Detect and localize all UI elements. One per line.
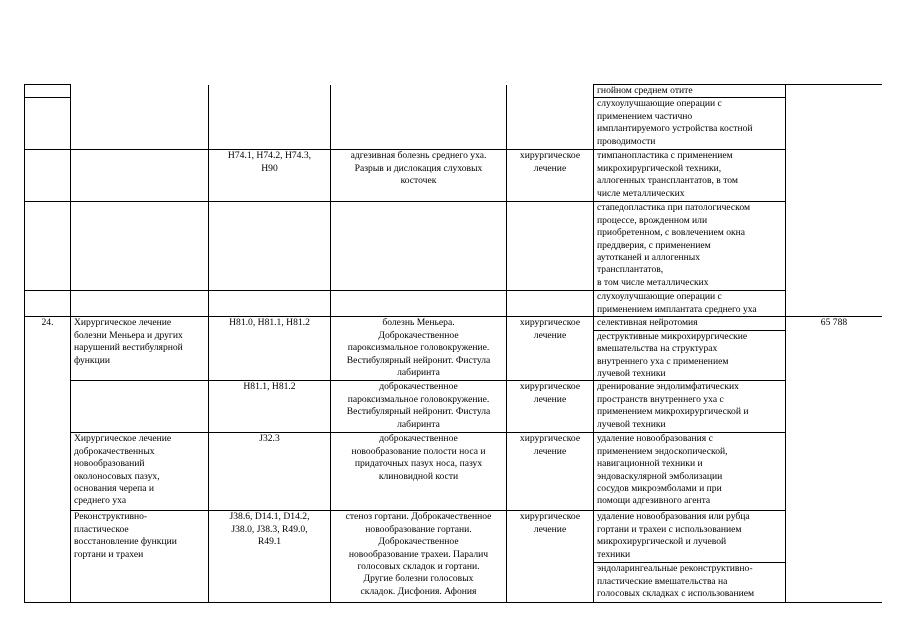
cell-line: доброкачественное [379,381,458,393]
cell-line: пластическое [74,523,129,535]
model-cell [331,150,507,202]
table-row [25,317,883,330]
num-cell: 24. [25,317,71,603]
table-row [25,85,883,98]
method-cell [594,291,786,317]
cell-line: применением эндоскопической, [597,445,728,457]
cell-line: приобретенном, с вовлечением окна [597,227,746,239]
cell-line: лабиринта [397,418,440,430]
cell-line: хирургическое [519,317,581,329]
cell-line: лечение [533,445,567,457]
table-row [25,433,883,511]
cell-line: Вестибулярный нейронит. Фистула [346,354,491,366]
cell-line: доброкачественное [379,433,458,445]
cell-line: аутотканей и аллогенных [597,252,701,264]
cell-line: J32.3 [259,433,280,445]
cell-line: среднего уха [74,495,127,507]
cell-line: удаление новообразования или рубца [597,511,750,523]
treatment-cell [507,381,594,433]
cell-line: микрохирургической техники, [597,162,722,174]
cell-line: пароксизмальное головокружение. [347,342,490,354]
cell-line: пластические вмешательства на [597,575,728,587]
cell-line: лечение [533,329,567,341]
cell-line: гортани и трахеи с использованием [597,523,742,535]
model-cell [331,317,507,381]
cell-line: деструктивные микрохирургические [597,330,748,342]
cell-line: R49.1 [257,536,282,548]
cell-line: H74.1, H74.2, H74.3, [227,150,312,162]
cell-line: применением имплантата среднего уха [597,303,757,315]
cell-line: новообразование гортани. [365,523,472,535]
codes-cell [209,150,331,202]
codes-cell [209,433,331,511]
cell-line: гортани и трахеи [74,548,144,560]
codes-cell [209,202,331,291]
codes-cell [209,85,331,150]
cell-line: Вестибулярный нейронит. Фистула [346,406,491,418]
cell-line: лечение [533,523,567,535]
cost-cell: 65 788 [786,317,883,603]
cell-line: хирургическое [519,433,581,445]
cell-line: в том числе металлических [597,276,709,288]
cell-line: новообразование полости носа и [351,445,486,457]
num-cell [25,150,71,202]
cell-line: применением частично [597,110,693,122]
method-cell [594,330,786,381]
cell-line: стеноз гортани. Доброкачественное [345,511,492,523]
model-cell [331,433,507,511]
treatment-cell [507,511,594,603]
cell-line: Доброкачественное [378,329,459,341]
codes-cell [209,291,331,317]
cell-line: адгезивная болезнь среднего уха. [350,150,487,162]
cell-line: лечение [533,393,567,405]
cell-line: косточек [400,175,437,187]
cell-line: голосовых складках с использованием [597,588,755,600]
name-cell [71,85,209,150]
cell-line: нарушений вестибулярной [74,342,183,354]
table-row [25,291,883,317]
cell-line: лечение [533,162,567,174]
cell-line: клиновидной кости [378,470,459,482]
cell-line: микрохирургической и лучевой [597,536,727,548]
cell-line: процессе, врожденном или [597,214,708,226]
cell-line: Доброкачественное [378,536,459,548]
treatment-cell [507,291,594,317]
cost-cell [786,85,883,317]
cell-line: техники [597,548,631,560]
cell-line: аллогенных трансплантатов, в том [597,175,738,187]
table-row [25,202,883,291]
cell-line: внутреннего уха с применением [597,355,729,367]
cell-line: применением микрохирургической и [597,406,749,418]
cell-line: преддверия, с применением [597,239,711,251]
treatment-cell [507,85,594,150]
cell-line: пароксизмальное головокружение. [347,393,490,405]
method-cell [594,202,786,291]
cell-line: болезнь Меньера. [382,317,455,329]
cell-line: H90 [261,162,278,174]
name-cell [71,291,209,317]
cell-line: лучевой техники [597,418,666,430]
name-cell [71,317,209,381]
method-cell [594,563,786,603]
treatment-cell [507,433,594,511]
cell-line: хирургическое [519,150,581,162]
method-cell [594,150,786,202]
num-cell [25,202,71,291]
cell-line: имплантируемого устройства костной [597,123,753,135]
cell-line: придаточных пазух носа, пазух [354,458,483,470]
name-cell [71,381,209,433]
name-cell [71,202,209,291]
num-cell [25,291,71,317]
cell-line: складок. Дисфония. Афония [360,585,477,597]
codes-cell [209,511,331,603]
cell-line: навигационной техники и [597,458,703,470]
cell-line: лабиринта [397,367,440,379]
method-cell [594,511,786,563]
cell-line: трансплантатов, [597,264,664,276]
cell-line: новообразование трахеи. Паралич [348,548,489,560]
cell-line: хирургическое [519,381,581,393]
cell-line: проводимости [597,135,656,147]
num-cell [25,85,71,98]
cell-line: слухоулучшающие операции с [597,291,722,303]
cell-line: лучевой техники [597,368,666,380]
cell-line: удаление новообразования с [597,433,713,445]
cell-line: Другие болезни голосовых [363,573,474,585]
name-cell [71,433,209,511]
document-page [24,84,882,608]
cell-line: сосудов микроэмболами и при [597,483,722,495]
method-cell [594,98,786,150]
method-cell [594,433,786,511]
model-cell [331,202,507,291]
cell-line: Хирургическое лечение [74,317,172,329]
cell-line: новообразований [74,458,145,470]
cell-line: стапедопластика при патологическом [597,202,751,214]
codes-cell [209,317,331,381]
medical-care-table [24,84,882,603]
model-cell [331,291,507,317]
treatment-cell [507,202,594,291]
cell-line: J38.0, J38.3, R49.0, [231,523,308,535]
treatment-cell [507,150,594,202]
model-cell [331,511,507,603]
cell-line: числе металлических [597,187,685,199]
cell-line: эндоларингеальные реконструктивно- [597,563,753,575]
cell-line: вмешательства на структурах [597,343,718,355]
method-cell [594,85,786,98]
model-cell [331,381,507,433]
table-row [25,511,883,563]
cell-line: эндоваскулярной эмболизации [597,470,723,482]
cell-line: восстановление функции [74,536,177,548]
name-cell [71,150,209,202]
cell-line: околоносовых пазух, [74,470,160,482]
cell-line: селективная нейротомия [597,317,698,329]
cell-line: болезни Меньера и других [74,329,183,341]
cell-line: доброкачественных [74,445,155,457]
cell-line: слухоулучшающие операции с [597,98,722,110]
cell-line: гнойном среднем отите [597,85,693,96]
cell-line: основания черепа и [74,483,155,495]
num-cell [25,98,71,150]
treatment-cell [507,317,594,381]
model-cell [331,85,507,150]
method-cell [594,381,786,433]
table-row [25,381,883,433]
codes-cell [209,381,331,433]
cell-line: Хирургическое лечение [74,433,172,445]
cell-line: H81.1, H81.2 [243,381,296,393]
table-row [25,150,883,202]
table-body [25,85,883,603]
cell-line: функции [74,354,110,366]
cell-line: Реконструктивно- [74,511,148,523]
cell-line: J38.6, D14.1, D14.2, [229,511,310,523]
name-cell [71,511,209,603]
cell-line: Разрыв и дислокация слуховых [354,162,483,174]
cell-line: тимпанопластика с применением [597,150,733,162]
cell-line: хирургическое [519,511,581,523]
method-cell [594,317,786,330]
cell-line: дренирование эндолимфатических [597,381,739,393]
cell-line: пространств внутреннего уха с [597,393,724,405]
cell-line: голосовых складок и гортани. [357,561,480,573]
cell-line: помощи адгезивного агента [597,495,711,507]
cell-line: H81.0, H81.1, H81.2 [229,317,310,329]
